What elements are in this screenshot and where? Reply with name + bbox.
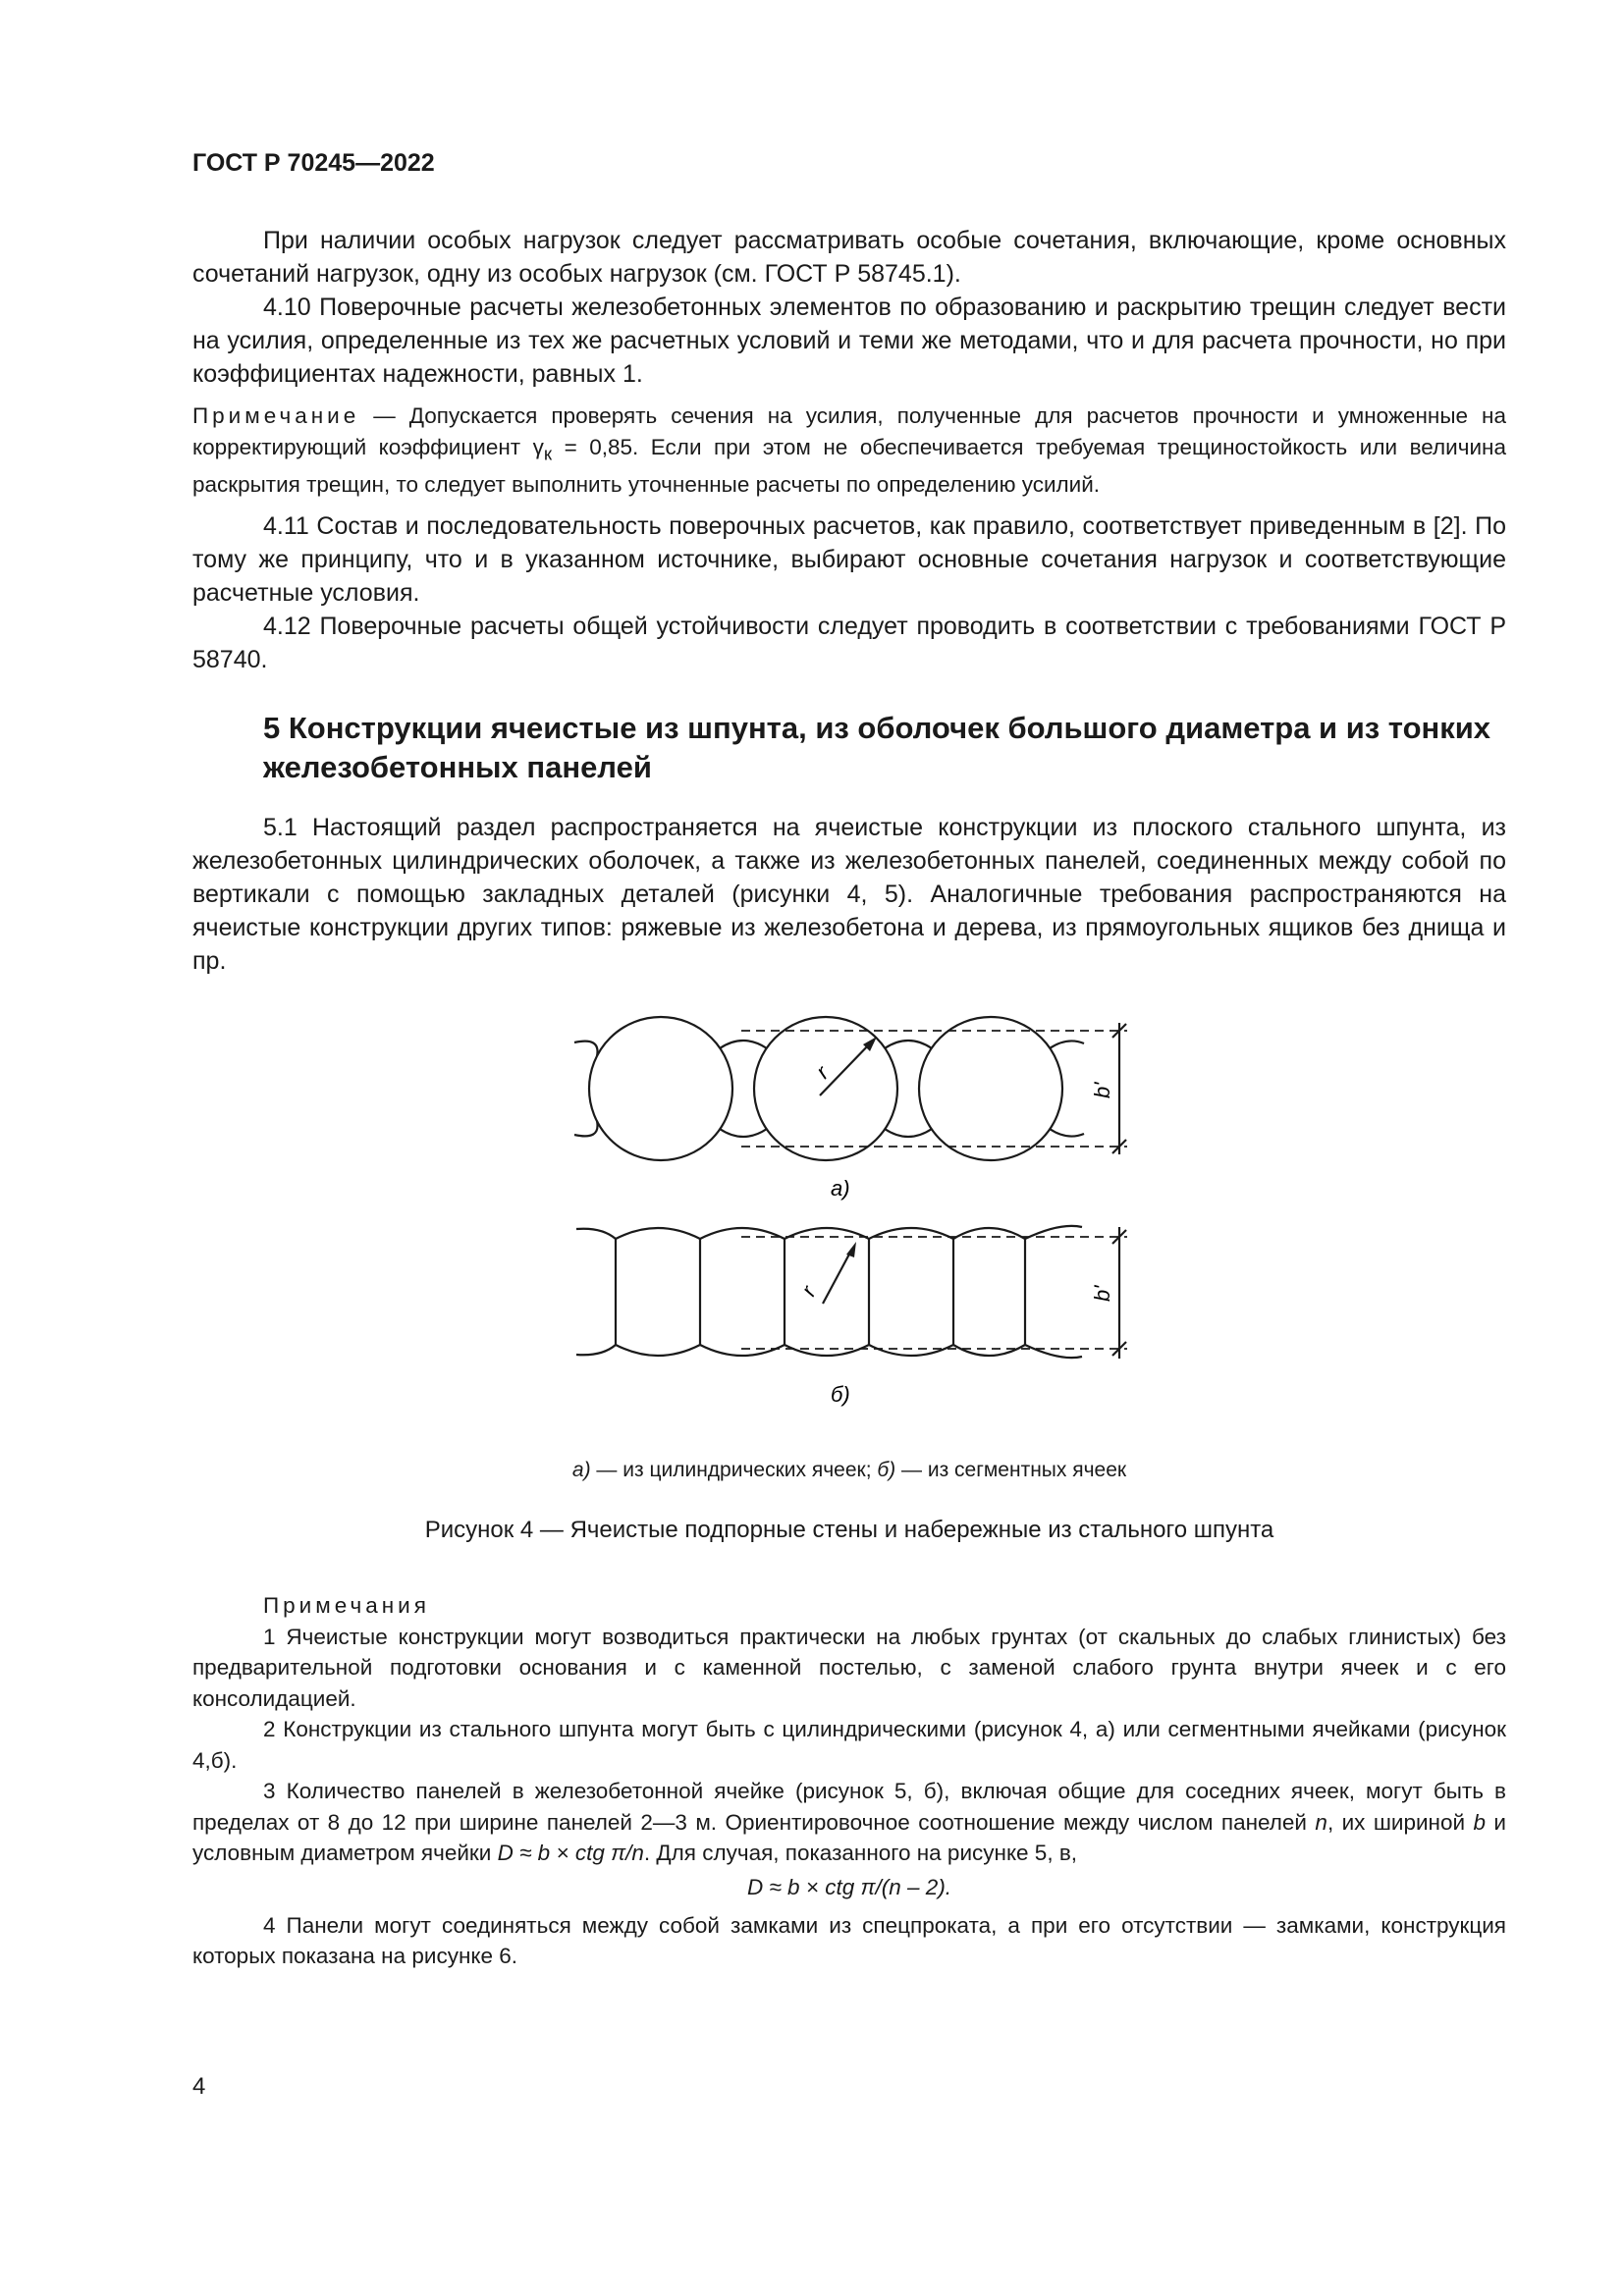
note-text-b: = 0,85. Если при этом не обеспечивается требуемая трещиностойкость или величина раскрытия трещин, то следует выполнить уточненные расчеты по определению усилий. <box>192 434 1506 497</box>
segment-arc <box>576 1229 616 1239</box>
connecting-arc <box>574 1041 598 1056</box>
note-4-10 <box>192 400 1506 500</box>
radius-arrow <box>823 1249 852 1304</box>
segment-arc <box>700 1345 785 1356</box>
section-heading: 5 Конструкции ячеистые из шпунта, из оболочек большого диаметра и из тонких железобетонных панелей <box>263 711 1491 784</box>
note-text-a: — Допускается проверять сечения на усилия, полученные для расчетов прочности и умноженные на корректирующий коэффициент <box>192 403 1506 459</box>
radius-label: r <box>810 1060 834 1084</box>
note-label: Примечание <box>192 403 360 428</box>
radius-arrow <box>820 1041 873 1095</box>
figure-title: Рисунок 4 — Ячеистые подпорные стены и набережные из стального шпунта <box>424 1517 1274 1543</box>
connecting-arc <box>885 1041 932 1048</box>
page-number: 4 <box>192 2073 206 2100</box>
cell-circle <box>589 1017 732 1160</box>
figure-legend <box>192 1459 1506 1482</box>
width-label: b' <box>1090 1082 1114 1098</box>
figure-4-drawing <box>550 991 1159 1423</box>
note-2: 2 Конструкции из стального шпунта могут быть с цилиндрическими (рисунок 4, а) или сегментными ячейками (рисунок 4,б). <box>192 1717 1506 1773</box>
cell-circle <box>919 1017 1062 1160</box>
segment-arc <box>1025 1345 1082 1358</box>
legend-a-text: — из цилиндрических ячеек; <box>590 1459 878 1481</box>
document-header: ГОСТ Р 70245—2022 <box>192 149 435 177</box>
paragraph-4-11: 4.11 Состав и последовательность поверочных расчетов, как правило, соответствует приведенным в [2]. По тому же принципу, что и в указанном источнике, выбирают основные сочетания нагрузок и соответствующие расчетные условия. <box>192 512 1506 607</box>
legend-b-text: — из сегментных ячеек <box>895 1459 1127 1481</box>
width-label: b' <box>1090 1285 1114 1302</box>
paragraph-4-12: 4.12 Поверочные расчеты общей устойчивости следует проводить в соответствии с требованиями ГОСТ Р 58740. <box>192 613 1506 673</box>
segment-arc <box>869 1345 953 1356</box>
segment-arc <box>785 1345 869 1356</box>
legend-b-mark: б) <box>877 1459 896 1481</box>
paragraph-4-10: 4.10 Поверочные расчеты железобетонных элементов по образованию и раскрытию трещин следует вести на усилия, определенные из тех же расчетных условий и теми же методами, что и для расчета прочности, но при коэффициентах надежности, равных 1. <box>192 294 1506 388</box>
segment-arc <box>616 1345 700 1356</box>
note-3: 3 Количество панелей в железобетонной ячейке (рисунок 5, б), включая общие для соседних ячеек, могут быть в пределах от 8 до 12 при ширине панелей 2—3 м. Ориентировочное соотношение между числом панелей n, их шириной b и условным диаметром ячейки D ≈ b × ctg π/n. Для случая, показанного на рисунке 5, в, <box>192 1779 1506 1865</box>
radius-label: r <box>795 1281 821 1301</box>
paragraph-special-loads: При наличии особых нагрузок следует рассматривать особые сочетания, включающие, кроме основных сочетаний нагрузок, одну из особых нагрузок (см. ГОСТ Р 58745.1). <box>192 227 1506 288</box>
subfigure-b-label: б) <box>831 1382 850 1407</box>
subfigure-a-label: а) <box>831 1176 850 1201</box>
connecting-arc <box>1050 1041 1084 1048</box>
legend-a-mark: а) <box>571 1459 591 1481</box>
gamma-symbol: γ <box>532 434 544 459</box>
connecting-arc <box>720 1129 767 1137</box>
formula-display: D ≈ b × ctg π/(n – 2). <box>746 1874 952 1899</box>
connecting-arc <box>574 1121 598 1136</box>
note-4: 4 Панели могут соединяться между собой замками из спецпроката, а при его отсутствии — замками, конструкция которых показана на рисунке 6. <box>192 1912 1506 1968</box>
gamma-subscript: к <box>543 443 553 463</box>
notes-block <box>192 1590 1506 1972</box>
body-text-top <box>192 224 1506 676</box>
paragraph-5-1: 5.1 Настоящий раздел распространяется на ячеистые конструкции из плоского стального шпунта, из железобетонных цилиндрических оболочек, а также из железобетонных панелей, соединенных между собой по вертикали с помощью закладных деталей (рисунки 4, 5). Аналогичные требования распространяются на ячеистые конструкции других типов: ряжевые из железобетона и дерева, из прямоугольных ящиков без днища и пр. <box>192 814 1506 975</box>
segment-arc <box>616 1228 700 1239</box>
formula-inline: D ≈ b × ctg π/n <box>497 1841 644 1865</box>
note-1: 1 Ячеистые конструкции могут возводиться практически на любых грунтах (от скальных до слабых глинистых) без предварительной подготовки основания и с каменной постелью, с заменой слабого грунта внутри ячеек и с его консолидацией. <box>192 1624 1506 1711</box>
segment-arc <box>785 1228 869 1239</box>
connecting-arc <box>720 1041 767 1048</box>
var-n: n <box>1315 1809 1327 1835</box>
section-body <box>192 811 1506 978</box>
connecting-arc <box>1050 1129 1084 1137</box>
connecting-arc <box>885 1129 932 1137</box>
segment-arc <box>576 1345 616 1355</box>
notes-label: Примечания <box>263 1593 430 1618</box>
segment-arc <box>953 1345 1025 1356</box>
var-b: b <box>1473 1809 1486 1835</box>
